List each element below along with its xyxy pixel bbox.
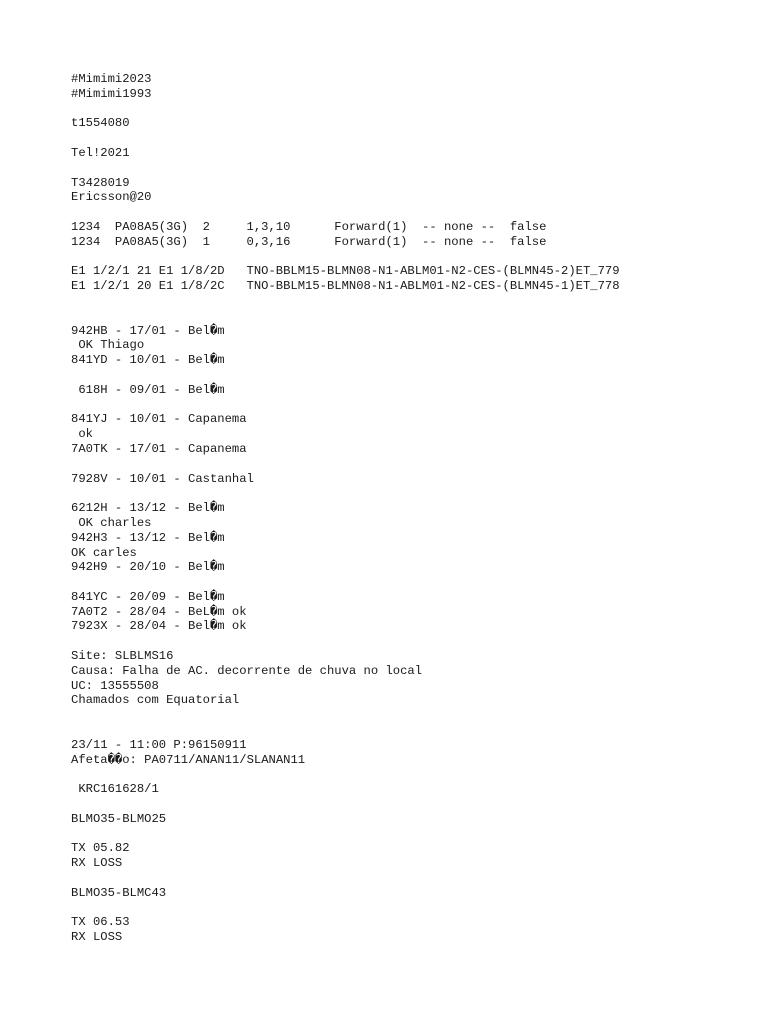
text-line: BLMO35-BLMC43	[71, 885, 167, 900]
blank-line	[71, 398, 751, 413]
blank-line	[71, 457, 751, 472]
blank-line	[71, 797, 751, 812]
text-line: OK charles	[71, 515, 152, 530]
text-line: RX LOSS	[71, 856, 123, 871]
blank-line	[71, 901, 751, 916]
list-item: 942H3 - 13/12 - Bel�m	[71, 530, 225, 545]
text-line: 23/11 - 11:00 P:96150911	[71, 737, 247, 752]
list-item: 6212H - 13/12 - Bel�m	[71, 501, 225, 516]
list-item: 618H - 09/01 - Bel�m	[71, 382, 225, 397]
blank-line	[71, 161, 751, 176]
blank-line	[71, 634, 751, 649]
blank-line	[71, 723, 751, 738]
text-line: Afeta��o: PA0711/ANAN11/SLANAN11	[71, 752, 306, 767]
list-item: 7928V - 10/01 - Castanhal	[71, 471, 254, 486]
text-line: OK carles	[71, 545, 137, 560]
text-document	[71, 72, 751, 945]
text-line: TX 05.82	[71, 841, 130, 856]
text-line: KRC161628/1	[71, 782, 159, 797]
list-item: 841YD - 10/01 - Bel�m	[71, 353, 225, 368]
blank-line	[71, 294, 751, 309]
text-line: Site: SLBLMS16	[71, 649, 174, 664]
list-item: 841YC - 20/09 - Bel�m	[71, 589, 225, 604]
blank-line	[71, 131, 751, 146]
list-item: 942H9 - 20/10 - Bel�m	[71, 560, 225, 575]
text-line: Ericsson@20	[71, 190, 152, 205]
text-line: UC: 13555508	[71, 678, 159, 693]
text-line: BLMO35-BLMO25	[71, 811, 167, 826]
text-line: #Mimimi1993	[71, 86, 152, 101]
blank-line	[71, 871, 751, 886]
list-item: 7A0TK - 17/01 - Capanema	[71, 441, 247, 456]
text-line: Tel!2021	[71, 145, 130, 160]
text-line: t1554080	[71, 116, 130, 131]
blank-line	[71, 486, 751, 501]
list-item: 942HB - 17/01 - Bel�m	[71, 323, 225, 338]
table-row: 1234 PA08A5(3G) 2 1,3,10 Forward(1) -- none -- false	[71, 219, 547, 234]
list-item: 7A0T2 - 28/04 - BeL�m ok	[71, 604, 247, 619]
list-item: 841YJ - 10/01 - Capanema	[71, 412, 247, 427]
text-line: OK Thiago	[71, 338, 145, 353]
blank-line	[71, 368, 751, 383]
list-item: 7923X - 28/04 - Bel�m ok	[71, 619, 247, 634]
text-line: T3428019	[71, 175, 130, 190]
blank-line	[71, 827, 751, 842]
text-line: Chamados com Equatorial	[71, 693, 240, 708]
text-line: ok	[71, 427, 93, 442]
text-line: #Mimimi2023	[71, 72, 152, 86]
table-row: E1 1/2/1 20 E1 1/8/2C TNO-BBLM15-BLMN08-N1-ABLM01-N2-CES-(BLMN45-1)ET_778	[71, 279, 620, 294]
text-line: Causa: Falha de AC. decorrente de chuva no local	[71, 663, 423, 678]
text-line: TX 06.53	[71, 915, 130, 930]
blank-line	[71, 102, 751, 117]
table-row: E1 1/2/1 21 E1 1/8/2D TNO-BBLM15-BLMN08-N1-ABLM01-N2-CES-(BLMN45-2)ET_779	[71, 264, 620, 279]
blank-line	[71, 205, 751, 220]
text-line: RX LOSS	[71, 930, 123, 945]
table-row: 1234 PA08A5(3G) 1 0,3,16 Forward(1) -- none -- false	[71, 234, 547, 249]
blank-line	[71, 575, 751, 590]
blank-line	[71, 767, 751, 782]
blank-line	[71, 708, 751, 723]
blank-line	[71, 250, 751, 265]
blank-line	[71, 309, 751, 324]
